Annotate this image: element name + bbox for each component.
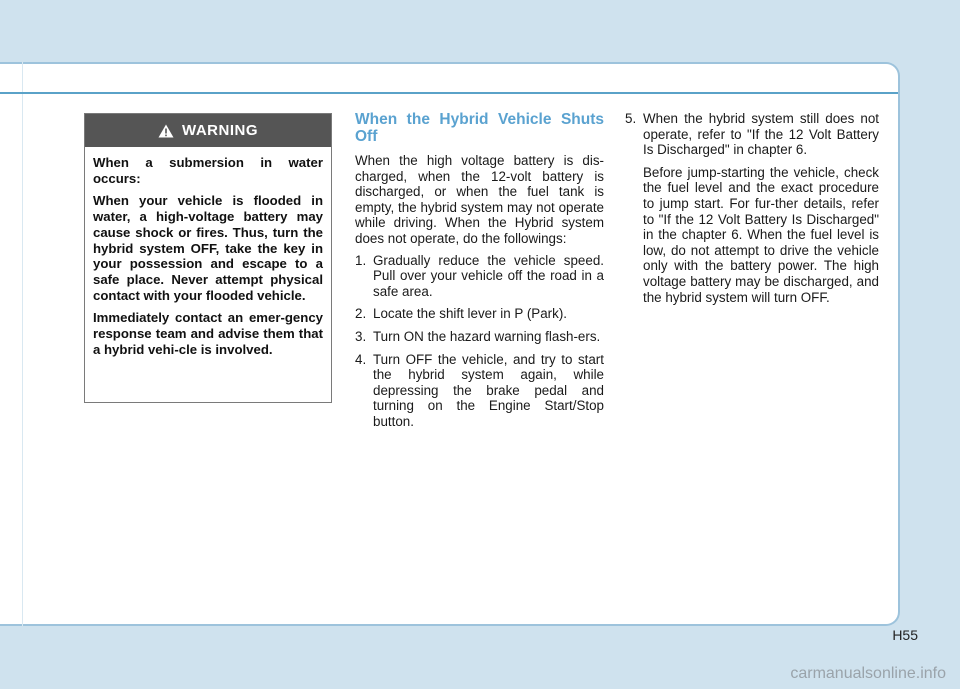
steps-list-continued [625, 111, 879, 158]
step-number: 1. [355, 252, 367, 268]
step-item [355, 329, 604, 345]
step-text: Turn OFF the vehicle, and try to start the hybrid system again, while depressing the brake pedal and turning on the Engine Start/Stop button. [373, 351, 604, 429]
warning-body [85, 147, 331, 357]
warning-triangle-icon [158, 124, 174, 138]
warning-box [84, 113, 332, 403]
warning-title: WARNING [182, 122, 258, 139]
middle-column [355, 111, 604, 437]
step-item [355, 253, 604, 300]
step-text: Locate the shift lever in P (Park). [373, 306, 568, 322]
header-rule [0, 92, 898, 94]
step-item [355, 306, 604, 322]
step-number: 2. [355, 306, 367, 322]
step-number: 4. [355, 351, 367, 367]
right-column [625, 111, 879, 311]
watermark: carmanualsonline.info [790, 665, 946, 682]
steps-list [355, 253, 604, 430]
margin-line [22, 62, 23, 626]
warning-header [85, 114, 331, 147]
step-text: Gradually reduce the vehicle speed. Pull over your vehicle off the road in a safe area. [373, 252, 604, 299]
step-number: 5. [625, 111, 637, 126]
warning-paragraph: Immediately contact an emer-gency response team and advise them that a hybrid vehi-cle is involved. [93, 310, 323, 357]
step-item [355, 352, 604, 430]
section-intro: When the high voltage battery is dis-charged, when the 12-volt battery is discharged, or when the fuel tank is empty, the hybrid system may not operate while driving. When the Hybrid system does not operate, do the followings: [355, 153, 604, 246]
step-continuation: Before jump-starting the vehicle, check the fuel level and the exact procedure to jump start. For fur-ther details, refer to "If the 12 Volt Battery Is Discharged" in the chapter 6. When the fuel level is low, do not attempt to drive the vehicle only with the battery power. The high voltage battery may be discharged, and the hybrid system will turn OFF. [643, 164, 879, 305]
warning-paragraph: When a submersion in water occurs: [93, 155, 323, 186]
section-heading: When the Hybrid Vehicle Shuts Off [355, 111, 604, 145]
step-number: 3. [355, 328, 367, 344]
page-number: H55 [892, 627, 918, 643]
warning-paragraph: When your vehicle is flooded in water, a high-voltage battery may cause shock or fires. Thus, turn the hybrid system OFF, take the key in your possession and escape to a safe place. Never attempt physical contact with your flooded vehicle. [93, 193, 323, 303]
step-item [625, 111, 879, 158]
step-text: When the hybrid system still does not operate, refer to "If the 12 Volt Battery Is Discharged" in chapter 6. [643, 111, 879, 158]
step-text: Turn ON the hazard warning flash-ers. [373, 328, 601, 344]
